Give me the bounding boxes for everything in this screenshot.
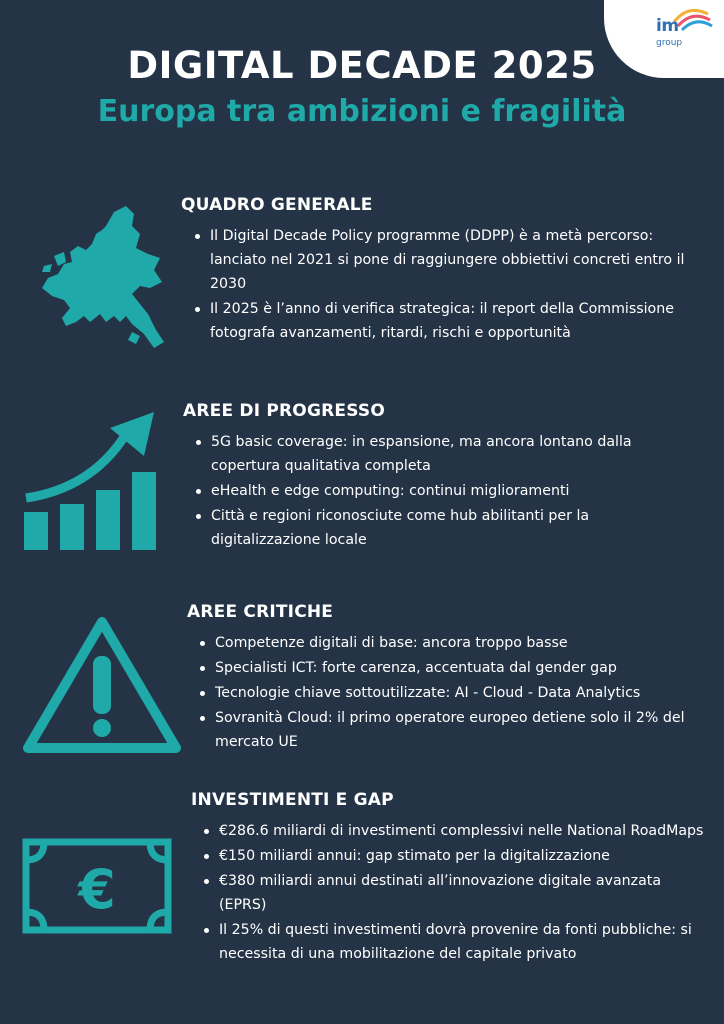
svg-text:€: € xyxy=(78,858,116,921)
section-title: AREE DI PROGRESSO xyxy=(183,401,385,421)
list-item: Sovranità Cloud: il primo operatore europeo detiene solo il 2% del mercato UE xyxy=(215,706,707,754)
bullet-list xyxy=(183,430,703,552)
list-item: 5G basic coverage: in espansione, ma ancora lontano dalla copertura qualitativa completa xyxy=(211,430,703,478)
logo-mark: im xyxy=(656,16,679,36)
bullet-list xyxy=(187,631,707,754)
warning-icon xyxy=(22,614,182,760)
list-item: eHealth e edge computing: continui miglioramenti xyxy=(211,479,703,503)
section-aree-di-progresso xyxy=(183,401,703,553)
section-aree-critiche xyxy=(187,602,707,755)
list-item: Specialisti ICT: forte carenza, accentuata dal gender gap xyxy=(215,656,707,680)
list-item: €286.6 miliardi di investimenti complessivi nelle National RoadMaps xyxy=(219,819,706,843)
euro-banknote-icon xyxy=(22,838,172,938)
list-item: €380 miliardi annui destinati all’innovazione digitale avanzata (EPRS) xyxy=(219,869,706,917)
growth-chart-icon xyxy=(22,408,162,558)
list-item: Competenze digitali di base: ancora troppo basse xyxy=(215,631,707,655)
section-title: INVESTIMENTI E GAP xyxy=(191,790,394,810)
page-subtitle: Europa tra ambizioni e fragilità xyxy=(97,94,627,129)
list-item: Città e regioni riconosciute come hub abilitanti per la digitalizzazione locale xyxy=(211,504,703,552)
bullet-list xyxy=(181,224,701,345)
list-item: Il 2025 è l’anno di verifica strategica: il report della Commissione fotografa avanzamenti, ritardi, rischi e opportunità xyxy=(210,297,701,345)
logo-word: group xyxy=(656,38,683,48)
list-item: Il Digital Decade Policy programme (DDPP) è a metà percorso: lanciato nel 2021 si pone di raggiungere obbiettivi concreti entro il 2030 xyxy=(210,224,701,296)
list-item: Il 25% di questi investimenti dovrà provenire da fonti pubbliche: si necessita di una mobilitazione del capitale privato xyxy=(219,918,706,966)
list-item: €150 miliardi annui: gap stimato per la digitalizzazione xyxy=(219,844,706,868)
section-investimenti-e-gap xyxy=(191,790,706,967)
section-title: QUADRO GENERALE xyxy=(181,195,373,215)
bullet-list xyxy=(191,819,706,966)
europe-map-icon xyxy=(36,204,178,358)
section-quadro-generale xyxy=(181,195,701,346)
list-item: Tecnologie chiave sottoutilizzate: AI - Cloud - Data Analytics xyxy=(215,681,707,705)
section-title: AREE CRITICHE xyxy=(187,602,334,622)
page-title: DIGITAL DECADE 2025 xyxy=(127,44,597,87)
